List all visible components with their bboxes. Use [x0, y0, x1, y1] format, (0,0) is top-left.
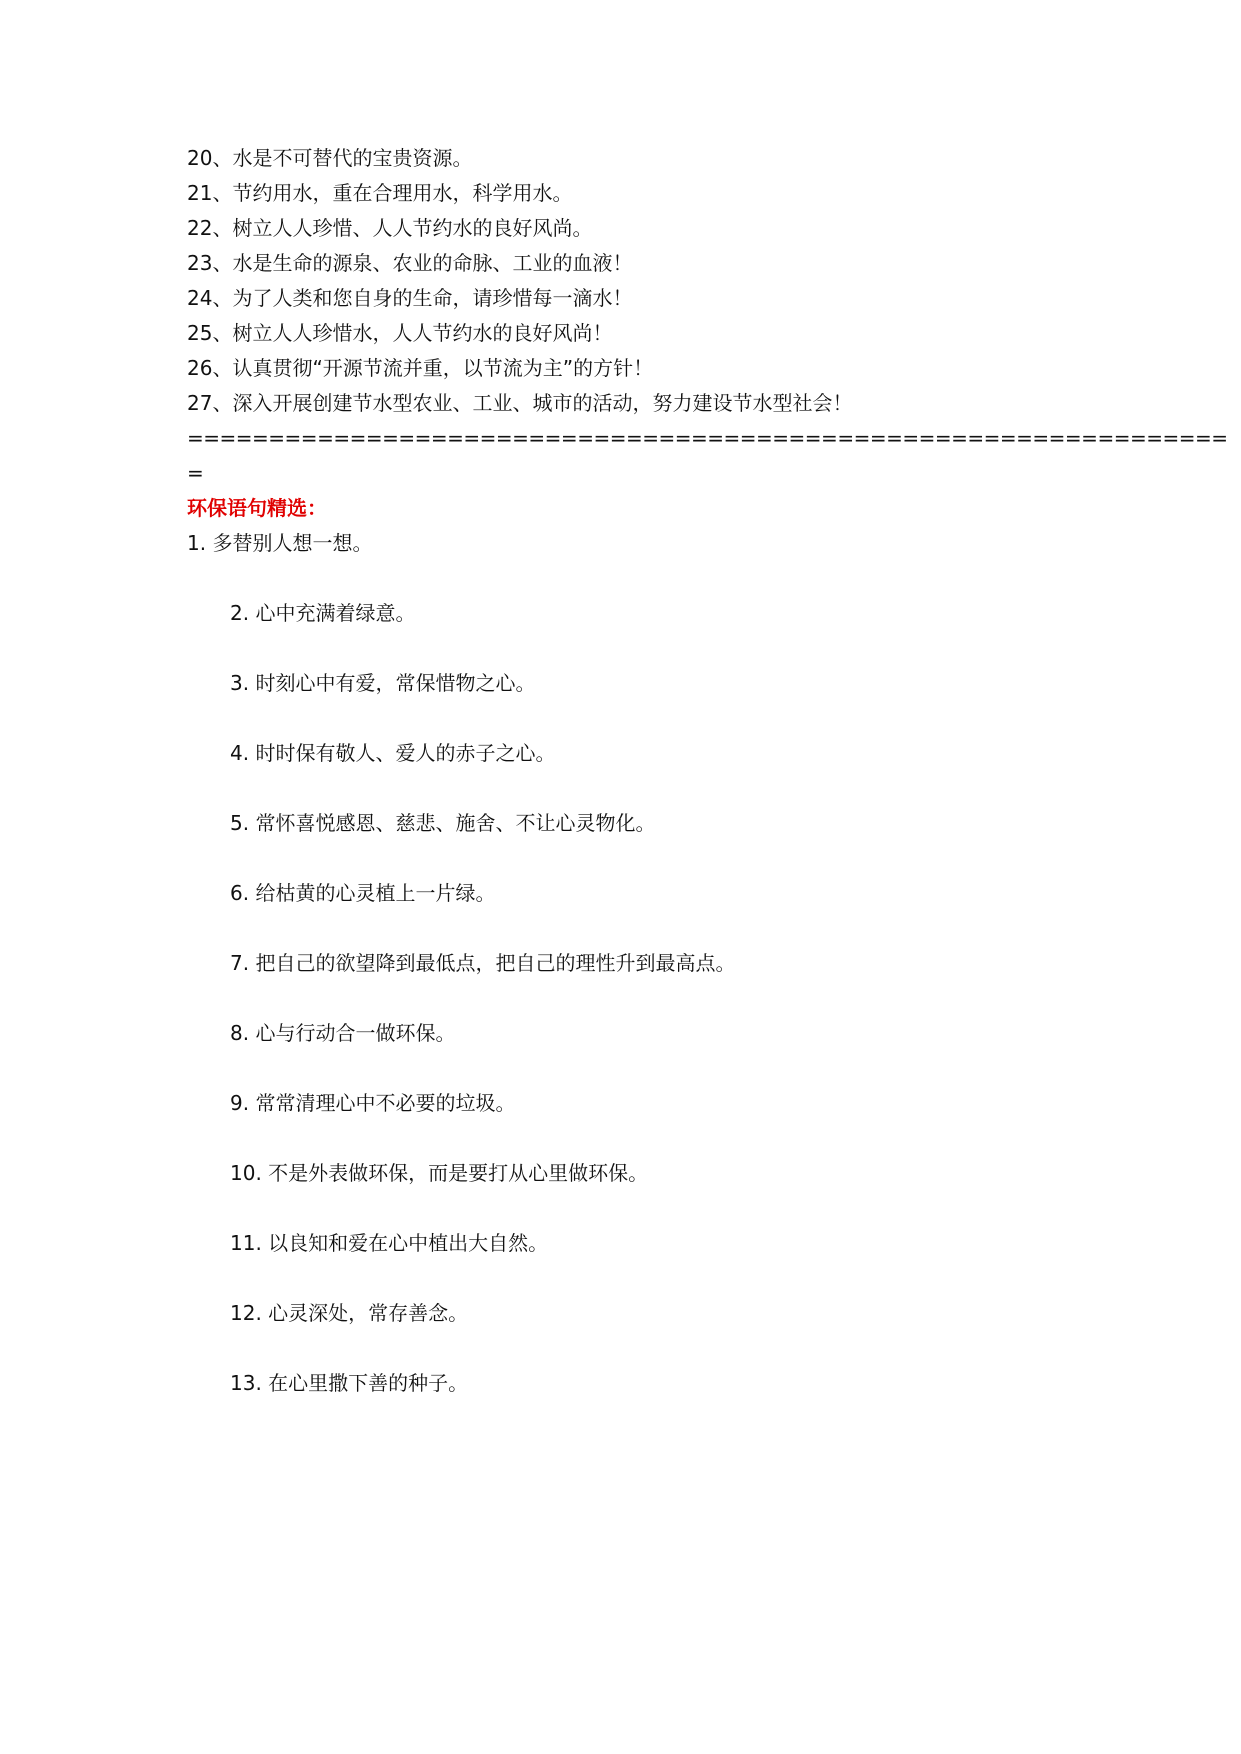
eco-phrase-5: 5. 常怀喜悦感恩、慈悲、施舍、不让心灵物化。 [230, 811, 656, 835]
eco-phrase-3: 3. 时刻心中有爱，常保惜物之心。 [230, 671, 536, 695]
eco-phrase-12: 12. 心灵深处，常存善念。 [230, 1301, 469, 1325]
separator-line: ================================================================ [187, 426, 1228, 450]
slogan-26: 26、认真贯彻“开源节流并重，以节流为主”的方针！ [187, 356, 654, 380]
slogan-23: 23、水是生命的源泉、农业的命脉、工业的血液！ [187, 251, 633, 275]
eco-phrase-13: 13. 在心里撒下善的种子。 [230, 1371, 469, 1395]
eco-phrase-11: 11. 以良知和爱在心中植出大自然。 [230, 1231, 549, 1255]
eco-phrase-10: 10. 不是外表做环保，而是要打从心里做环保。 [230, 1161, 649, 1185]
slogan-22: 22、树立人人珍惜、人人节约水的良好风尚。 [187, 216, 593, 240]
eco-phrase-6: 6. 给枯黄的心灵植上一片绿。 [230, 881, 496, 905]
slogan-25: 25、树立人人珍惜水，人人节约水的良好风尚！ [187, 321, 613, 345]
slogan-24: 24、为了人类和您自身的生命，请珍惜每一滴水！ [187, 286, 633, 310]
separator-tail: = [187, 461, 204, 485]
eco-phrase-9: 9. 常常清理心中不必要的垃圾。 [230, 1091, 516, 1115]
section-heading: 环保语句精选： [187, 496, 327, 520]
slogan-27: 27、深入开展创建节水型农业、工业、城市的活动，努力建设节水型社会！ [187, 391, 853, 415]
eco-phrase-8: 8. 心与行动合一做环保。 [230, 1021, 456, 1045]
slogan-20: 20、水是不可替代的宝贵资源。 [187, 146, 473, 170]
eco-phrase-2: 2. 心中充满着绿意。 [230, 601, 416, 625]
eco-phrase-4: 4. 时时保有敬人、爱人的赤子之心。 [230, 741, 556, 765]
eco-phrase-1: 1. 多替别人想一想。 [187, 531, 373, 555]
eco-phrase-7: 7. 把自己的欲望降到最低点，把自己的理性升到最高点。 [230, 951, 736, 975]
slogan-21: 21、节约用水，重在合理用水，科学用水。 [187, 181, 573, 205]
